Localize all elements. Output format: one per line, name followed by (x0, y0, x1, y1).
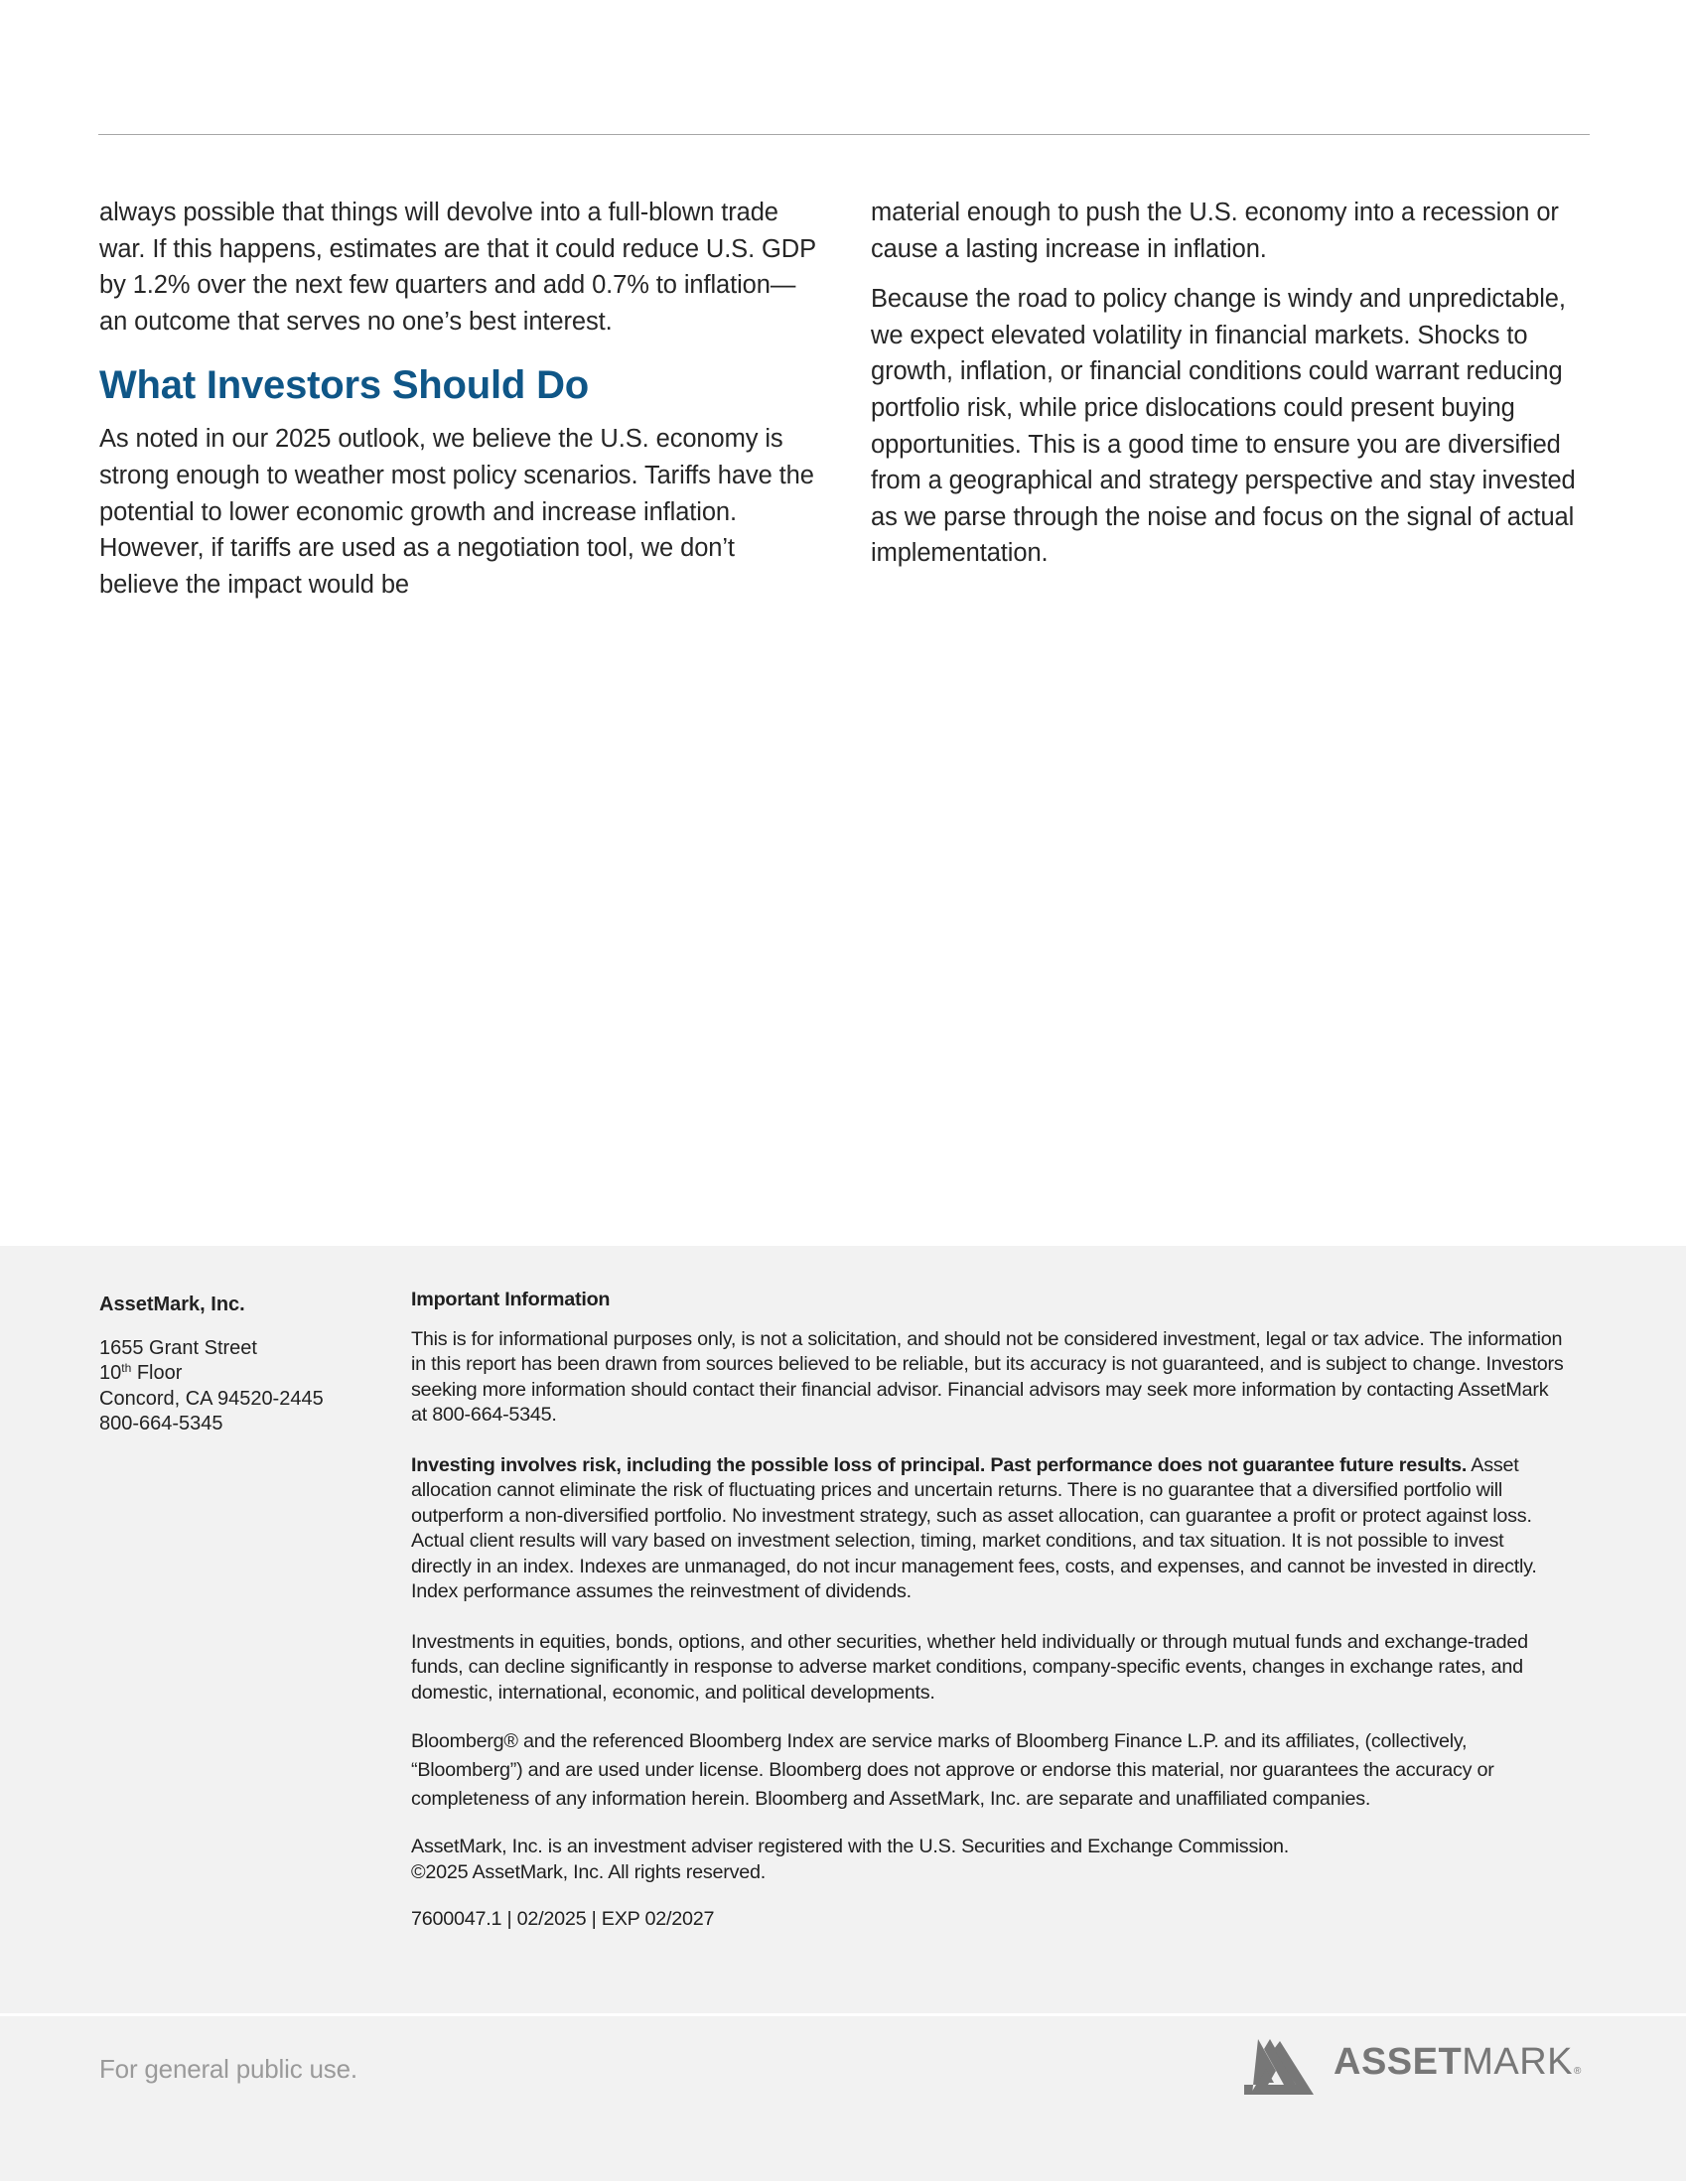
floor-number: 10 (99, 1362, 122, 1384)
disclaimer-risk-bold: Investing involves risk, including the possible loss of principal. Past performance does not guarantee future results. (411, 1453, 1468, 1476)
disclaimer-risk-text: Asset allocation cannot eliminate the risk of fluctuating prices and uncertain returns. There is no guarantee that a diversified portfolio will outperform a non-diversified portfolio. No investment strategy, such as asset allocation, can guarantee a profit or protect against loss. Actual client results will vary based on investment selection, timing, market conditions, and tax situation. It is not possible to invest directly in an index. Indexes are unmanaged, do not incur management fees, costs, and expenses, and cannot be invested in directly. Index performance assumes the reinvestment of dividends. (411, 1453, 1537, 1602)
logo-text-mark: MARK (1462, 2041, 1573, 2083)
document-code: 7600047.1 | 02/2025 | EXP 02/2027 (411, 1908, 715, 1930)
company-floor (99, 1361, 397, 1387)
right-paragraph-volatility: Because the road to policy change is windy and unpredictable, we expect elevated volatility in financial markets. Shocks to growth, inflation, or financial conditions could warrant reducing portfolio risk, while price dislocations could present buying opportunities. This is a good time to ensure you are diversified from a geographical and strategy perspective and stay invested as we parse through the noise and focus on the signal of actual implementation. (871, 285, 1576, 568)
company-city: Concord, CA 94520-2445 (99, 1387, 324, 1410)
disclaimer-risk (411, 1453, 1568, 1605)
important-information (411, 1288, 1568, 1958)
disclaimer-investments: Investments in equities, bonds, options, and other securities, whether held individually or through mutual funds and exchange-traded funds, can decline significantly in response to adverse market conditions, company-specific events, changes in exchange rates, and domestic, international, economic, and political developments. (411, 1630, 1528, 1704)
left-column (99, 195, 819, 603)
header-divider (98, 134, 1590, 135)
company-phone: 800-664-5345 (99, 1413, 223, 1434)
company-name: AssetMark, Inc. (99, 1294, 245, 1315)
registration-block (411, 1835, 1568, 1885)
logo-text-asset: ASSET (1334, 2041, 1463, 2083)
important-information-heading: Important Information (411, 1289, 611, 1310)
company-address-block (99, 1293, 397, 1437)
assetmark-logo (1244, 2039, 1594, 2095)
assetmark-triangle-logo-icon (1244, 2039, 1316, 2095)
logo-wordmark (1334, 2042, 1582, 2092)
company-street: 1655 Grant Street (99, 1336, 257, 1359)
disclaimer-bloomberg: Bloomberg® and the referenced Bloomberg Index are service marks of Bloomberg Finance L.P. and its affiliates, (collectively, “Bloomberg”) and are used under license. Bloomberg does not approve or endorse this material, nor guarantees the accuracy or completeness of any information herein. Bloomberg and AssetMark, Inc. are separate and unaffiliated companies. (411, 1730, 1494, 1810)
right-column (871, 195, 1596, 572)
right-paragraph-continued: material enough to push the U.S. economy into a recession or cause a lasting increase in inflation. (871, 199, 1559, 263)
registered-mark: ® (1574, 2066, 1582, 2077)
disclaimer-informational: This is for informational purposes only, is not a solicitation, and should not be considered investment, legal or tax advice. The information in this report has been drawn from sources believed to be reliable, but its accuracy is not guaranteed, and is subject to change. Investors seeking more information should contact their financial advisor. Financial advisors may seek more information by contacting AssetMark at 800-664-5345. (411, 1327, 1564, 1426)
floor-label: Floor (131, 1362, 183, 1384)
public-use-notice: For general public use. (99, 2054, 357, 2084)
floor-suffix: th (121, 1361, 132, 1375)
left-paragraph-continued: always possible that things will devolve into a full-blown trade war. If this happens, estimates are that it could reduce U.S. GDP by 1.2% over the next few quarters and add 0.7% to inflation—an outcome that serves no one’s best interest. (99, 199, 816, 336)
registration-line: AssetMark, Inc. is an investment adviser registered with the U.S. Securities and Exchange Commission. (411, 1836, 1289, 1857)
section-heading-what-investors-should-do: What Investors Should Do (99, 363, 589, 408)
left-paragraph-investors: As noted in our 2025 outlook, we believe the U.S. economy is strong enough to weather most policy scenarios. Tariffs have the potential to lower economic growth and increase inflation. However, if tariffs are used as a negotiation tool, we don’t believe the impact would be (99, 425, 814, 599)
copyright-line: ©2025 AssetMark, Inc. All rights reserved. (411, 1860, 766, 1883)
